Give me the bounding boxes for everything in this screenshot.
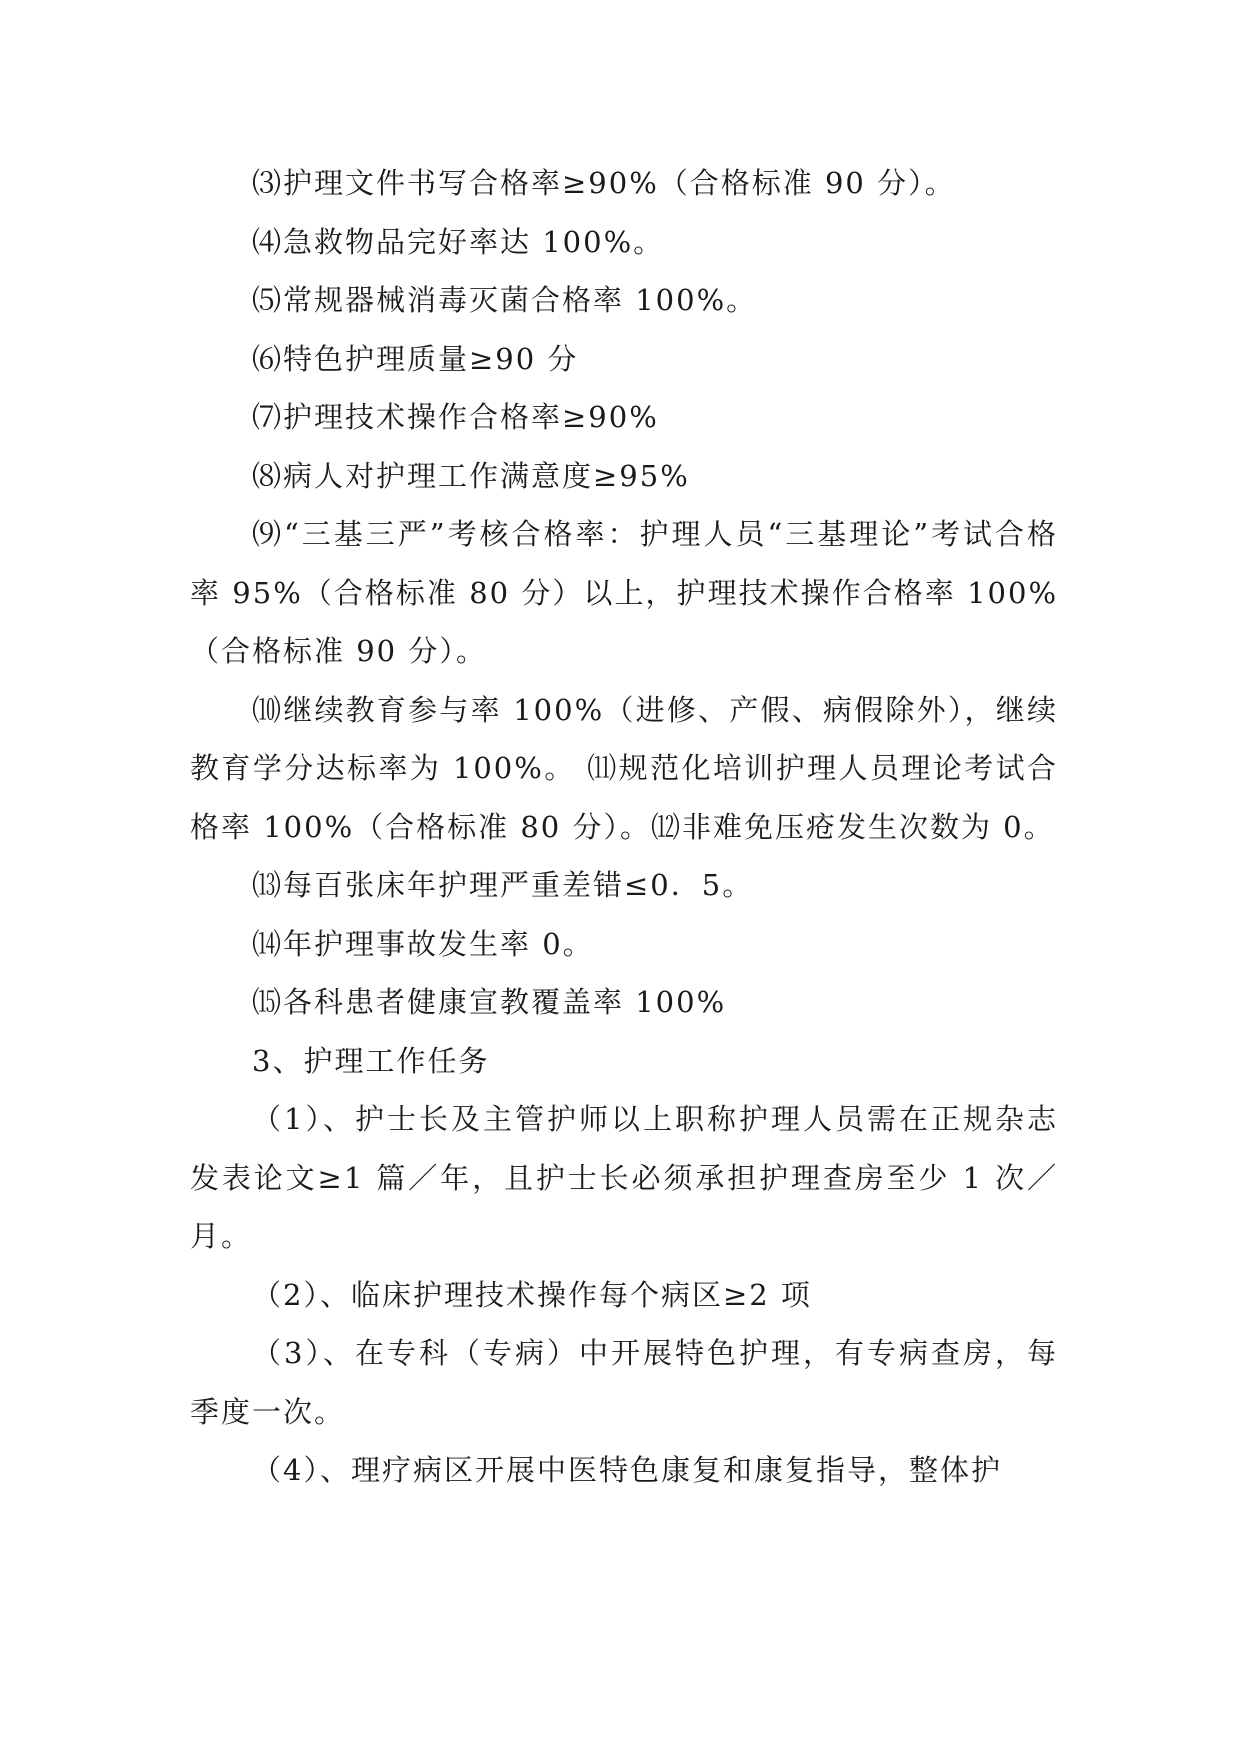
document-body [190,154,1058,1500]
paragraph-item-5: ⑸常规器械消毒灭菌合格率 100%。 [252,283,758,317]
paragraph-item-13: ⒀每百张床年护理严重差错≤0．5。 [252,868,754,902]
paragraph-item-14: ⒁年护理事故发生率 0。 [252,926,594,961]
task-item-3: （3）、在专科（专病）中开展特色护理，有专病查房，每季度一次。 [190,1336,1058,1429]
paragraph-item-3: ⑶护理文件书写合格率≥90%（合格标准 90 分）。 [252,166,956,200]
task-item-4: （4）、理疗病区开展中医特色康复和康复指导，整体护 [252,1453,1002,1487]
paragraph-item-7: ⑺护理技术操作合格率≥90% [252,400,659,434]
task-item-2: （2）、临床护理技术操作每个病区≥2 项 [252,1277,812,1312]
task-item-1: （1）、护士长及主管护师以上职称护理人员需在正规杂志发表论文≥1 篇／年，且护士长必须承担护理查房至少 1 次／月。 [190,1102,1058,1253]
paragraph-item-8: ⑻病人对护理工作满意度≥95% [252,458,690,493]
paragraph-item-10-12: ⑽继续教育参与率 100%（进修、产假、病假除外），继续教育学分达标率为 100%。 ⑾规范化培训护理人员理论考试合格率 100%（合格标准 80 分）。⑿非难免压疮发生次数为 0。 [190,692,1058,844]
paragraph-item-6: ⑹特色护理质量≥90 分 [252,341,579,376]
paragraph-item-15: ⒂各科患者健康宣教覆盖率 100% [252,985,727,1019]
paragraph-item-4: ⑷急救物品完好率达 100%。 [252,224,665,259]
section-heading: 3、护理工作任务 [252,1043,490,1078]
paragraph-item-9: ⑼“三基三严”考核合格率：护理人员“三基理论”考试合格率 95%（合格标准 80 分）以上，护理技术操作合格率 100%（合格标准 90 分）。 [190,517,1058,668]
